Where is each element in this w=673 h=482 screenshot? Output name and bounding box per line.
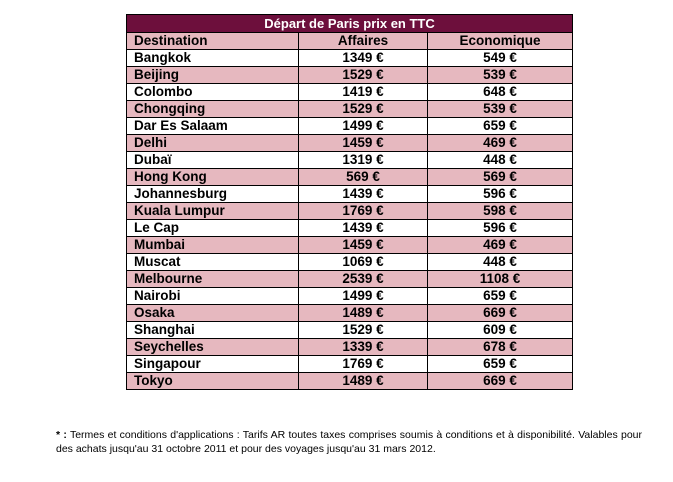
table-row [127,373,573,390]
header-destination: Destination [127,33,299,50]
table-row [127,305,573,322]
table-row [127,135,573,152]
table-row [127,50,573,67]
cell-affaires: 1419 € [299,84,428,101]
cell-destination: Nairobi [127,288,299,305]
cell-economique: 659 € [428,118,573,135]
cell-affaires: 1439 € [299,220,428,237]
table-header-row [127,33,573,50]
cell-economique: 448 € [428,254,573,271]
cell-destination: Bangkok [127,50,299,67]
cell-destination: Dar Es Salaam [127,118,299,135]
cell-economique: 669 € [428,305,573,322]
cell-economique: 648 € [428,84,573,101]
table-title-row [127,15,573,33]
table-row [127,220,573,237]
table-row [127,288,573,305]
cell-economique: 659 € [428,356,573,373]
footnote-star: * : [56,429,67,441]
cell-economique: 539 € [428,101,573,118]
table-row [127,339,573,356]
cell-affaires: 1499 € [299,288,428,305]
table-row [127,237,573,254]
cell-economique: 469 € [428,135,573,152]
cell-economique: 678 € [428,339,573,356]
table-body [127,50,573,390]
cell-affaires: 1769 € [299,356,428,373]
cell-economique: 659 € [428,288,573,305]
cell-economique: 539 € [428,67,573,84]
cell-affaires: 1349 € [299,50,428,67]
table-row [127,152,573,169]
cell-destination: Melbourne [127,271,299,288]
cell-destination: Mumbai [127,237,299,254]
table-row [127,271,573,288]
cell-economique: 1108 € [428,271,573,288]
cell-destination: Le Cap [127,220,299,237]
cell-economique: 549 € [428,50,573,67]
cell-affaires: 1529 € [299,67,428,84]
table-row [127,169,573,186]
cell-affaires: 1529 € [299,101,428,118]
cell-destination: Johannesburg [127,186,299,203]
cell-destination: Colombo [127,84,299,101]
cell-affaires: 1499 € [299,118,428,135]
cell-affaires: 1459 € [299,237,428,254]
header-economique: Economique [428,33,573,50]
cell-destination: Dubaï [127,152,299,169]
cell-destination: Beijing [127,67,299,84]
table-row [127,356,573,373]
price-table [126,14,573,390]
cell-affaires: 1769 € [299,203,428,220]
cell-economique: 469 € [428,237,573,254]
cell-affaires: 2539 € [299,271,428,288]
cell-destination: Shanghai [127,322,299,339]
cell-affaires: 1489 € [299,305,428,322]
cell-destination: Osaka [127,305,299,322]
cell-destination: Singapour [127,356,299,373]
cell-economique: 569 € [428,169,573,186]
cell-affaires: 1529 € [299,322,428,339]
table-row [127,322,573,339]
footnote [56,428,642,456]
cell-affaires: 1489 € [299,373,428,390]
table-row [127,186,573,203]
cell-economique: 596 € [428,220,573,237]
cell-affaires: 1459 € [299,135,428,152]
cell-destination: Tokyo [127,373,299,390]
table-row [127,254,573,271]
cell-destination: Muscat [127,254,299,271]
cell-destination: Chongqing [127,101,299,118]
table-row [127,101,573,118]
cell-destination: Kuala Lumpur [127,203,299,220]
cell-affaires: 1339 € [299,339,428,356]
cell-economique: 598 € [428,203,573,220]
cell-destination: Hong Kong [127,169,299,186]
cell-affaires: 569 € [299,169,428,186]
cell-destination: Delhi [127,135,299,152]
cell-affaires: 1319 € [299,152,428,169]
table-row [127,203,573,220]
table-row [127,67,573,84]
cell-economique: 669 € [428,373,573,390]
footnote-text: Termes et conditions d'applications : Tarifs AR toutes taxes comprises soumis à conditions et à disponibilité. Valables pour des achats jusqu'au 31 octobre 2011 et pour des voyages jusqu'au 31 mars 2012. [56,429,642,455]
table-row [127,84,573,101]
table-title: Départ de Paris prix en TTC [127,15,573,33]
cell-economique: 596 € [428,186,573,203]
cell-affaires: 1439 € [299,186,428,203]
cell-affaires: 1069 € [299,254,428,271]
table-row [127,118,573,135]
cell-economique: 609 € [428,322,573,339]
cell-destination: Seychelles [127,339,299,356]
header-affaires: Affaires [299,33,428,50]
cell-economique: 448 € [428,152,573,169]
